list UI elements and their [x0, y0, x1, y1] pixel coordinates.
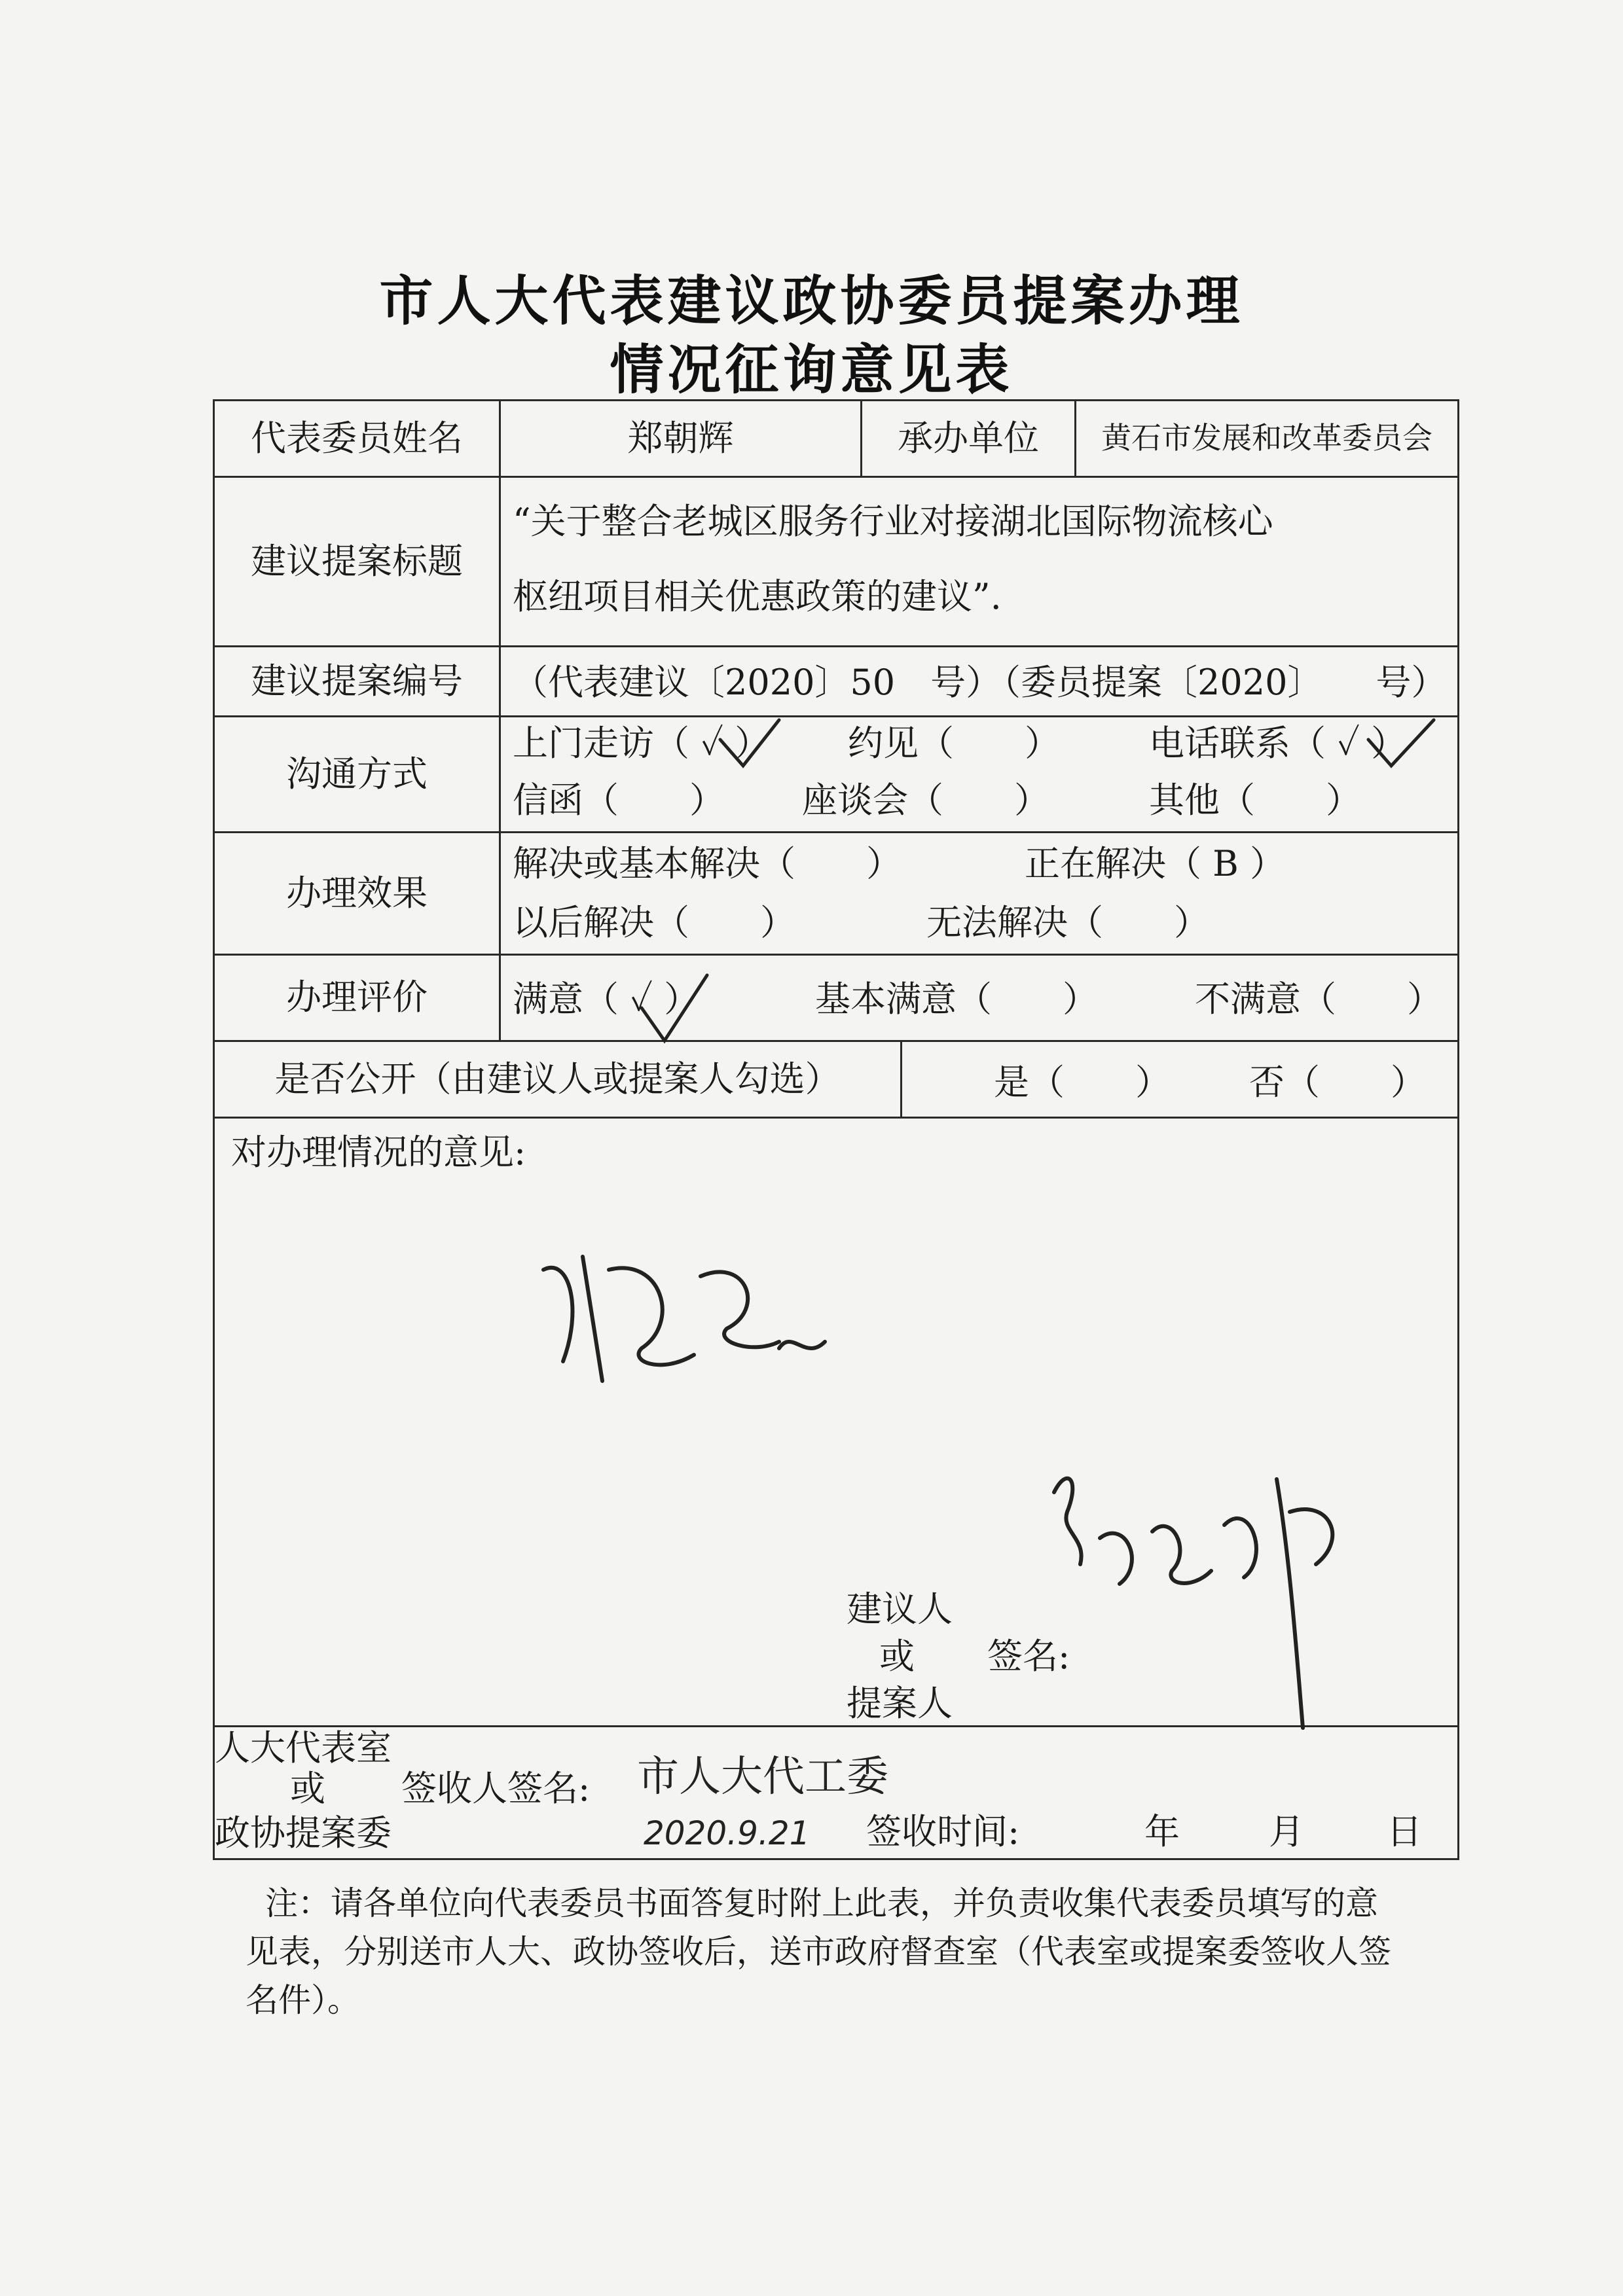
- opinion-handwriting: [530, 1230, 845, 1414]
- effect-label: 办理效果: [213, 831, 501, 956]
- form-title-line2: 情况征询意见表: [610, 339, 1013, 401]
- handling-unit-label: 承办单位: [860, 399, 1076, 478]
- eval-unsatisfied[interactable]: 不满意（ ）: [1195, 978, 1442, 1020]
- sign-label: 签名:: [987, 1636, 1070, 1677]
- member-number: （委员提案〔2020〕 号）: [985, 662, 1447, 703]
- effect-unsolvable[interactable]: 无法解决（ ）: [926, 902, 1209, 943]
- receipt-date-handwritten: 2020.9.21: [644, 1814, 811, 1852]
- number-label: 建议提案编号: [213, 645, 501, 717]
- note-line1: 注：请各单位向代表委员书面答复时附上此表，并负责收集代表委员填写的意: [265, 1884, 1378, 1922]
- receipt-org-line2: 或: [290, 1768, 325, 1809]
- subject-label: 建议提案标题: [213, 476, 501, 647]
- note-line2: 见表，分别送市人大、政协签收后，送市政府督查室（代表室或提案委签收人签: [246, 1933, 1391, 1971]
- receipt-sign-label: 签收人签名:: [401, 1768, 591, 1809]
- receipt-time-label: 签收时间:: [866, 1811, 1020, 1852]
- subject-line2: 枢纽项目相关优惠政策的建议”.: [513, 576, 1002, 617]
- handling-unit-value: 黄石市发展和改革委员会: [1074, 399, 1459, 478]
- public-no[interactable]: 否（ ）: [1249, 1062, 1426, 1103]
- opinion-label: 对办理情况的意见:: [231, 1132, 526, 1173]
- signer-line3: 提案人: [847, 1683, 953, 1724]
- comm-label: 沟通方式: [213, 715, 501, 833]
- comm-meeting[interactable]: 约见（ ）: [848, 723, 1060, 764]
- comm-visit[interactable]: 上门走访（ ✓ ）: [513, 723, 771, 764]
- number-cell: [499, 645, 1459, 717]
- eval-label: 办理评价: [213, 954, 501, 1042]
- rep-number: （代表建议〔2020〕50 号）: [513, 662, 1002, 703]
- receipt-day: 日: [1387, 1811, 1422, 1852]
- effect-in-progress[interactable]: 正在解决（ B ）: [1025, 843, 1286, 884]
- comm-letter[interactable]: 信函（ ）: [513, 780, 725, 821]
- public-label: 是否公开（由建议人或提案人勾选）: [213, 1040, 902, 1119]
- form-title-line1: 市人大代表建议政协委员提案办理: [379, 270, 1244, 332]
- public-yes[interactable]: 是（ ）: [994, 1062, 1171, 1103]
- effect-later[interactable]: 以后解决（ ）: [513, 902, 795, 943]
- handwritten-checkmarks: [681, 713, 1493, 1119]
- receipt-year: 年: [1144, 1811, 1180, 1852]
- receipt-signature: 市人大代工委: [637, 1753, 888, 1801]
- signer-signature: [1041, 1453, 1395, 1741]
- receipt-cell: [213, 1725, 1459, 1860]
- note-line3: 名件）。: [246, 1981, 360, 2019]
- receipt-month: 月: [1269, 1811, 1304, 1852]
- eval-basic-satisfied[interactable]: 基本满意（ ）: [815, 978, 1098, 1020]
- comm-phone[interactable]: 电话联系（ ✓ ）: [1149, 723, 1407, 764]
- signer-line2: 或: [879, 1636, 915, 1677]
- comm-forum[interactable]: 座谈会（ ）: [802, 780, 1049, 821]
- subject-cell: [499, 476, 1459, 647]
- receipt-org-line3: 政协提案委: [215, 1812, 392, 1854]
- effect-solved[interactable]: 解决或基本解决（ ）: [513, 843, 902, 884]
- signer-line1: 建议人: [847, 1588, 953, 1630]
- member-name-label: 代表委员姓名: [213, 399, 501, 478]
- member-name-value: 郑朝辉: [499, 399, 862, 478]
- receipt-org-line1: 人大代表室: [215, 1727, 392, 1768]
- eval-satisfied[interactable]: 满意（ ✓ ）: [513, 978, 700, 1020]
- subject-line1: “关于整合老城区服务行业对接湖北国际物流核心: [513, 501, 1273, 542]
- comm-other[interactable]: 其他（ ）: [1149, 780, 1361, 821]
